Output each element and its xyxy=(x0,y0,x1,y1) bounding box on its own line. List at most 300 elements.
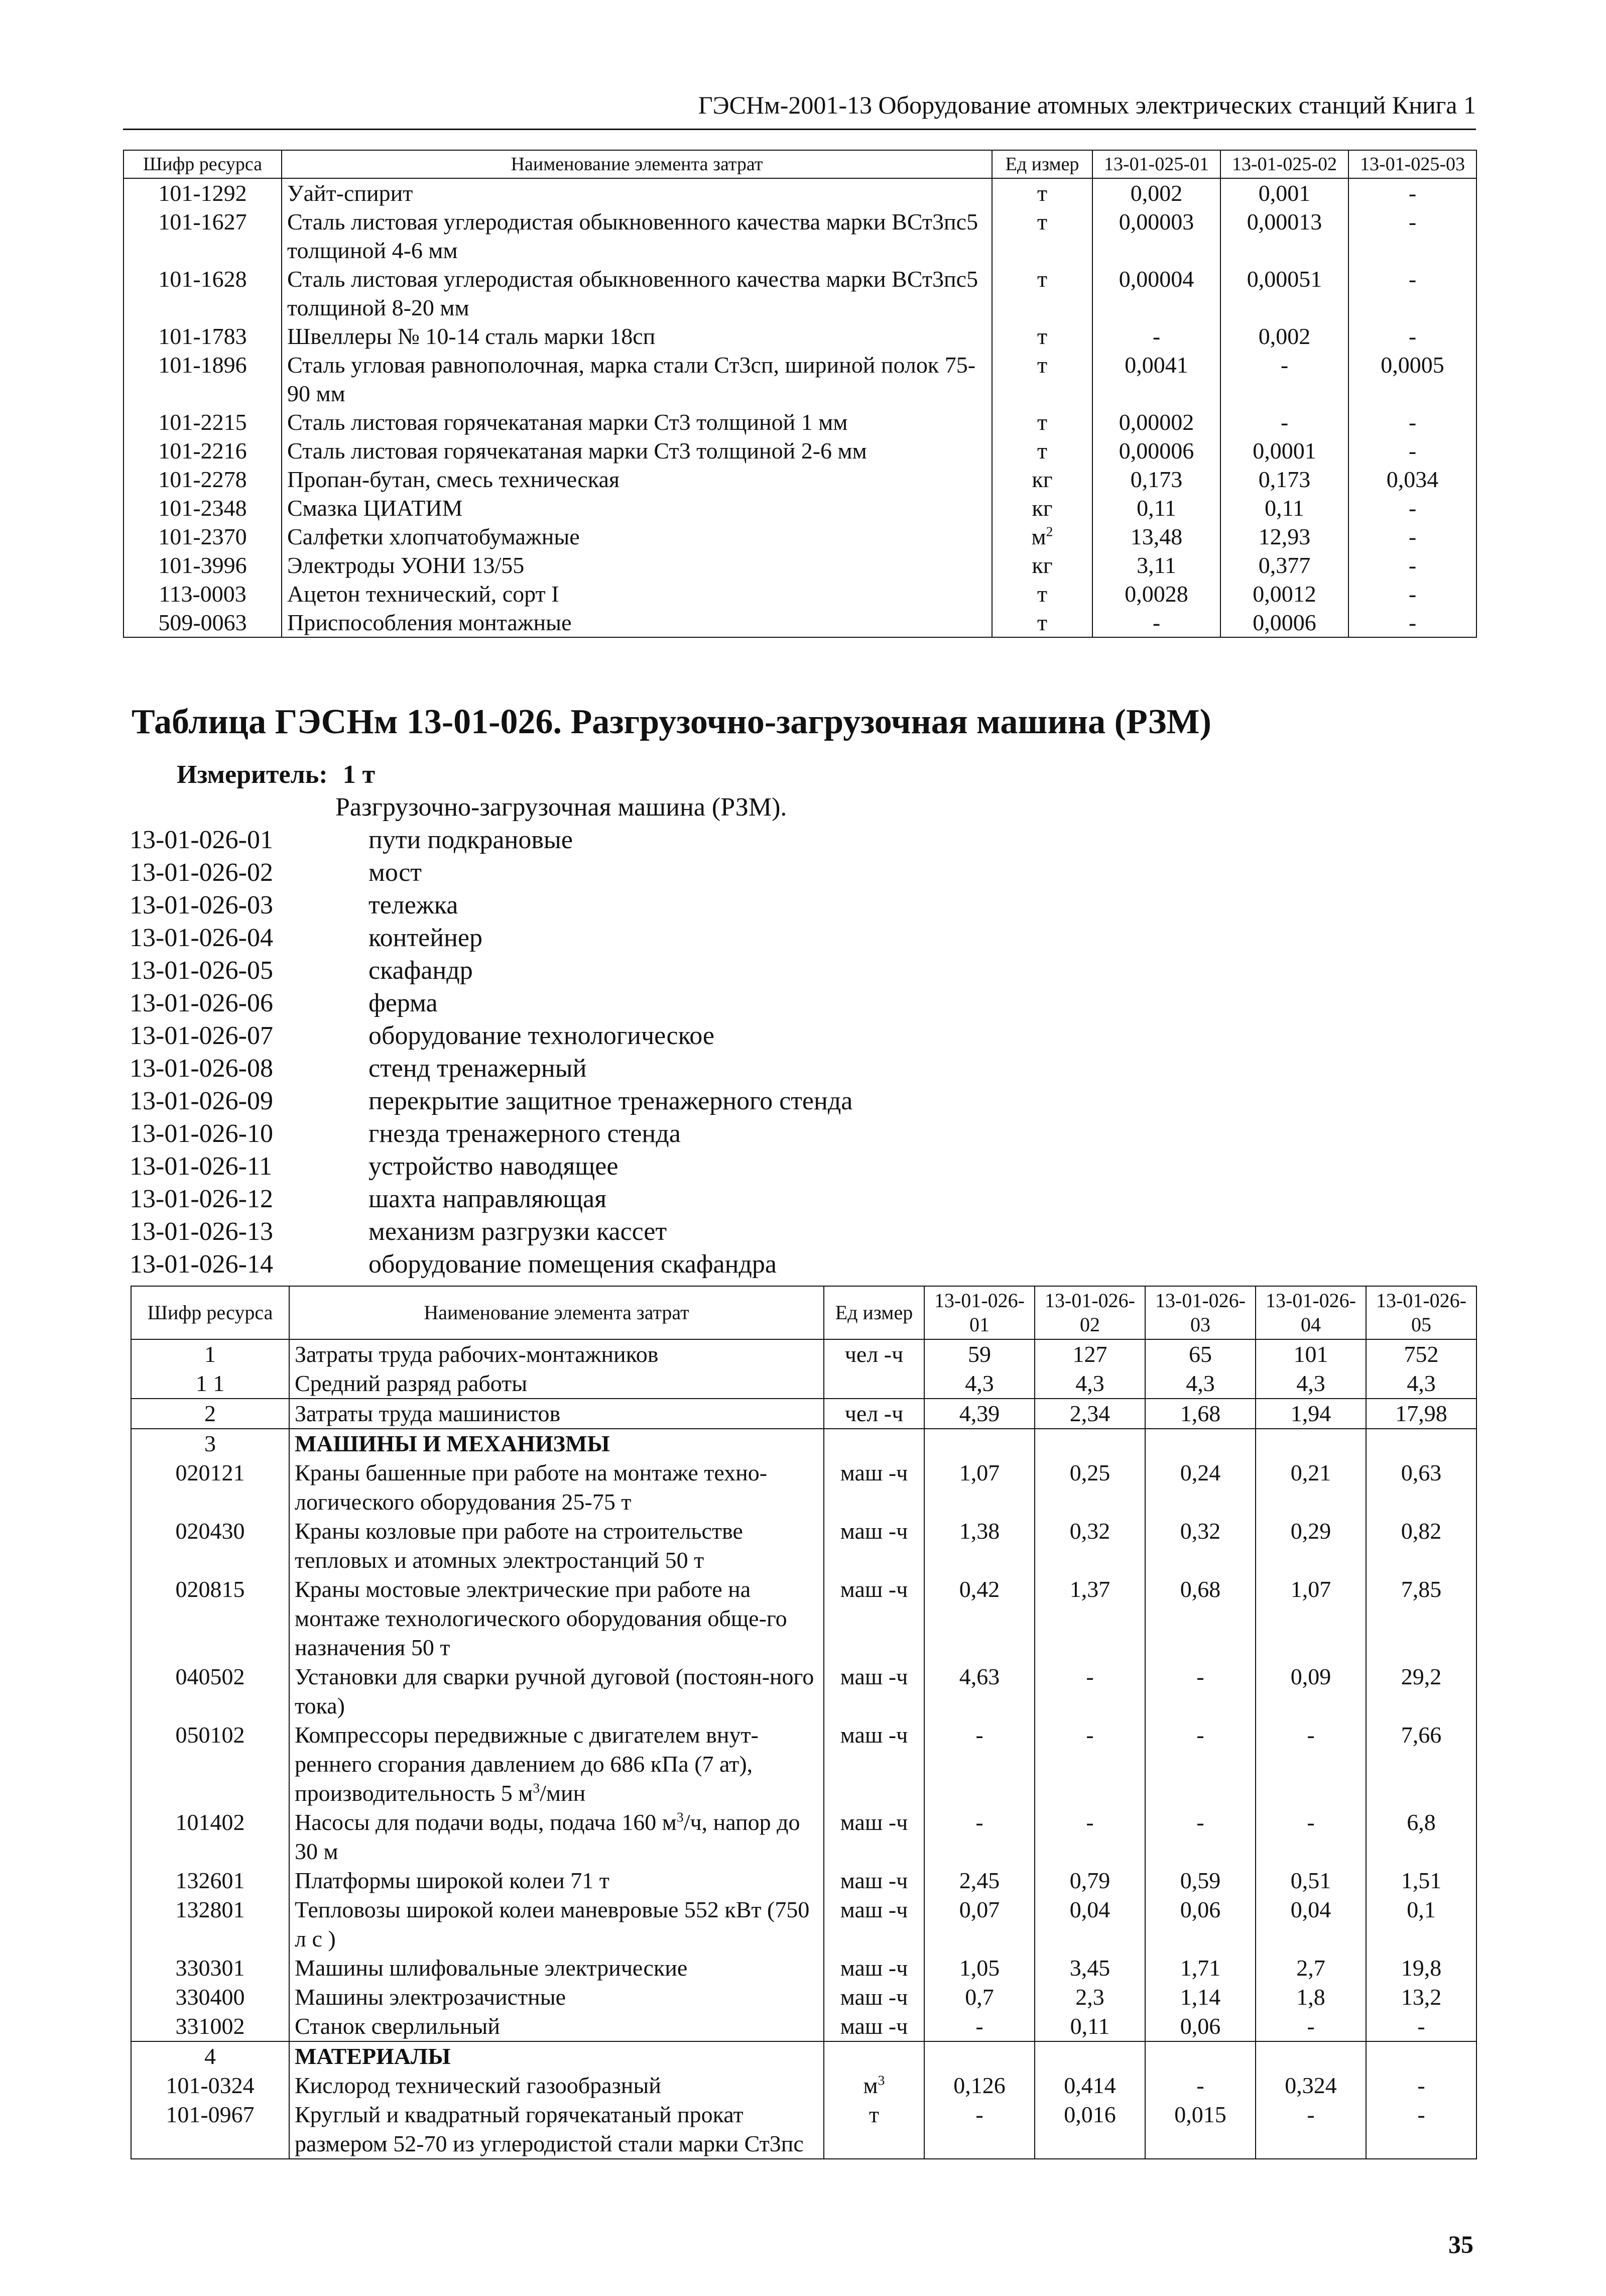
resource-name: Краны башенные при работе на монтаже техно-логического оборудования 25-75 т xyxy=(289,1458,824,1517)
norm-value: 0,00003 xyxy=(1092,207,1220,265)
resource-name: Пропан-бутан, смесь техническая xyxy=(282,465,992,494)
norm-value: 1,37 xyxy=(1035,1575,1145,1662)
unit-of-measure: маш -ч xyxy=(824,1866,924,1895)
norm-value: 1,94 xyxy=(1256,1399,1366,1429)
variant-name: тележка xyxy=(368,891,458,920)
resource-code: 509-0063 xyxy=(123,608,282,637)
norm-value: 0,32 xyxy=(1035,1517,1145,1575)
unit-of-measure: т xyxy=(992,436,1092,465)
resource-name: Машины электрозачистные xyxy=(289,1983,824,2012)
table-row xyxy=(131,1954,1476,1983)
unit-of-measure: т xyxy=(992,207,1092,265)
norm-value: 0,0012 xyxy=(1220,580,1348,608)
norm-value: - xyxy=(1348,436,1476,465)
resource-code: 020430 xyxy=(131,1517,289,1575)
resource-name: МАТЕРИАЛЫ xyxy=(289,2041,824,2071)
resource-code: 101-1292 xyxy=(123,178,282,207)
measure-unit xyxy=(177,760,375,789)
resource-name: Установки для сварки ручной дуговой (постоян-ного тока) xyxy=(289,1662,824,1720)
norm-value xyxy=(1256,1429,1366,1458)
variant-code: 13-01-026-07 xyxy=(130,1021,273,1050)
norm-value: 1,8 xyxy=(1256,1983,1366,2012)
variant-name: устройство наводящее xyxy=(368,1152,619,1181)
page-number: 35 xyxy=(1448,2230,1473,2258)
resource-code: 2 xyxy=(131,1399,289,1429)
variant-name: механизм разгрузки кассет xyxy=(368,1217,667,1246)
unit-of-measure xyxy=(824,1369,924,1399)
resource-name: Затраты труда машинистов xyxy=(289,1399,824,1429)
resource-code: 132801 xyxy=(131,1895,289,1954)
table-row xyxy=(131,1808,1476,1866)
norm-value: 0,377 xyxy=(1220,551,1348,580)
norm-value: 0,51 xyxy=(1256,1866,1366,1895)
column-header-code: Шифр ресурса xyxy=(123,150,282,178)
unit-of-measure xyxy=(824,1429,924,1458)
norm-value: 0,79 xyxy=(1035,1866,1145,1895)
norm-value: - xyxy=(1145,2071,1256,2100)
resource-name: Швеллеры № 10-14 сталь марки 18сп xyxy=(282,322,992,351)
table-row xyxy=(131,2041,1476,2071)
resource-name: Салфетки хлопчатобумажные xyxy=(282,522,992,551)
unit-of-measure: маш -ч xyxy=(824,1575,924,1662)
variant-code: 13-01-026-10 xyxy=(130,1119,273,1148)
norm-value: 4,3 xyxy=(1145,1369,1256,1399)
unit-of-measure: маш -ч xyxy=(824,1662,924,1720)
norm-value: 4,3 xyxy=(1035,1369,1145,1399)
norm-value xyxy=(1145,1429,1256,1458)
norm-value: - xyxy=(1348,494,1476,522)
unit-of-measure: маш -ч xyxy=(824,1808,924,1866)
work-heading: Разгрузочно-загрузочная машина (РЗМ). xyxy=(335,793,787,822)
norm-value: 7,85 xyxy=(1366,1575,1476,1662)
column-header-unit: Ед измер xyxy=(824,1286,924,1339)
variant-code: 13-01-026-09 xyxy=(130,1087,273,1115)
table-row xyxy=(123,265,1476,322)
resource-name: Средний разряд работы xyxy=(289,1369,824,1399)
unit-of-measure: маш -ч xyxy=(824,1720,924,1808)
resource-code: 101402 xyxy=(131,1808,289,1866)
norm-value: 1,07 xyxy=(924,1458,1035,1517)
variant-name: пути подкрановые xyxy=(368,826,573,854)
norm-value: 0,0001 xyxy=(1220,436,1348,465)
resource-name: Платформы широкой колеи 71 т xyxy=(289,1866,824,1895)
table-title: Таблица ГЭСНм 13-01-026. Разгрузочно-загрузочная машина (РЗМ) xyxy=(132,703,1211,741)
norm-value xyxy=(1256,2041,1366,2071)
norm-value xyxy=(1366,1429,1476,1458)
resource-code: 101-2370 xyxy=(123,522,282,551)
norm-value: 2,7 xyxy=(1256,1954,1366,1983)
resource-name: Сталь листовая углеродистая обыкновенного качества марки ВСт3пс5 толщиной 4-6 мм xyxy=(282,207,992,265)
resource-name: Сталь листовая углеродистая обыкновенного качества марки ВСт3пс5 толщиной 8-20 мм xyxy=(282,265,992,322)
norm-value: 0,59 xyxy=(1145,1866,1256,1895)
norm-value: 0,07 xyxy=(924,1895,1035,1954)
norm-value: 2,45 xyxy=(924,1866,1035,1895)
table-row xyxy=(131,1369,1476,1399)
norm-value: - xyxy=(1348,608,1476,637)
resource-name-text: Насосы для подачи воды, подача 160 м xyxy=(295,1809,677,1835)
table-row xyxy=(131,1399,1476,1429)
table-row xyxy=(131,2071,1476,2100)
unit-of-measure: т xyxy=(992,608,1092,637)
norm-value: 0,016 xyxy=(1035,2100,1145,2159)
variant-code: 13-01-026-05 xyxy=(130,956,273,985)
column-header-variant: 13-01-025-02 xyxy=(1220,150,1348,178)
norm-value: 3,11 xyxy=(1092,551,1220,580)
table-row xyxy=(123,551,1476,580)
resource-name: Тепловозы широкой колеи маневровые 552 кВт (750 л с ) xyxy=(289,1895,824,1954)
norm-value: 0,42 xyxy=(924,1575,1035,1662)
variant-code: 13-01-026-13 xyxy=(130,1217,273,1246)
resource-code: 113-0003 xyxy=(123,580,282,608)
norm-value: - xyxy=(1348,551,1476,580)
norm-value: 0,24 xyxy=(1145,1458,1256,1517)
norm-value: 1,38 xyxy=(924,1517,1035,1575)
norm-value: - xyxy=(1366,2071,1476,2100)
variant-code: 13-01-026-08 xyxy=(130,1054,273,1083)
norm-value: - xyxy=(1348,408,1476,436)
norm-value: 29,2 xyxy=(1366,1662,1476,1720)
unit-superscript: 3 xyxy=(878,2072,885,2088)
table-row xyxy=(123,351,1476,408)
unit-superscript: 2 xyxy=(1046,523,1053,539)
resource-code: 101-0324 xyxy=(131,2071,289,2100)
unit-of-measure: т xyxy=(992,322,1092,351)
norm-value: 1,07 xyxy=(1256,1575,1366,1662)
norm-value: - xyxy=(1145,1720,1256,1808)
norm-value: 0,015 xyxy=(1145,2100,1256,2159)
norm-value: - xyxy=(1220,408,1348,436)
norm-value: 2,3 xyxy=(1035,1983,1145,2012)
resource-code: 1 1 xyxy=(131,1369,289,1399)
variant-name: контейнер xyxy=(368,924,482,952)
norm-value: 0,00013 xyxy=(1220,207,1348,265)
column-header-variant: 13-01-026-05 xyxy=(1366,1286,1476,1339)
norm-value: 19,8 xyxy=(1366,1954,1476,1983)
norm-value xyxy=(1145,2041,1256,2071)
norm-value xyxy=(924,2041,1035,2071)
table-row xyxy=(123,322,1476,351)
norm-value: 0,324 xyxy=(1256,2071,1366,2100)
unit-of-measure: маш -ч xyxy=(824,1895,924,1954)
norm-value: 0,002 xyxy=(1092,178,1220,207)
norm-value: 4,39 xyxy=(924,1399,1035,1429)
measure-unit-label: Измеритель: xyxy=(177,760,328,789)
column-header-variant: 13-01-026-01 xyxy=(924,1286,1035,1339)
resource-name: Уайт-спирит xyxy=(282,178,992,207)
norm-value: 0,82 xyxy=(1366,1517,1476,1575)
table-row xyxy=(123,608,1476,637)
column-header-variant: 13-01-026-03 xyxy=(1145,1286,1256,1339)
table-row xyxy=(131,1866,1476,1895)
variant-code: 13-01-026-14 xyxy=(130,1250,273,1279)
table-header-row xyxy=(131,1286,1476,1339)
norm-value: 4,3 xyxy=(924,1369,1035,1399)
norm-value: 0,21 xyxy=(1256,1458,1366,1517)
table-body xyxy=(123,178,1476,637)
column-header-code: Шифр ресурса xyxy=(131,1286,289,1339)
resource-name xyxy=(289,1720,824,1808)
unit-of-measure: кг xyxy=(992,465,1092,494)
norm-value: 0,00002 xyxy=(1092,408,1220,436)
table-row xyxy=(123,580,1476,608)
table-row xyxy=(131,1983,1476,2012)
resource-name: Сталь угловая равнополочная, марка стали Ст3сп, шириной полок 75-90 мм xyxy=(282,351,992,408)
norm-value: - xyxy=(1035,1720,1145,1808)
resource-code: 132601 xyxy=(131,1866,289,1895)
column-header-variant: 13-01-025-01 xyxy=(1092,150,1220,178)
resource-name: Машины шлифовальные электрические xyxy=(289,1954,824,1983)
norm-value: - xyxy=(1220,351,1348,408)
norm-value: 1,71 xyxy=(1145,1954,1256,1983)
norm-value: 4,3 xyxy=(1256,1369,1366,1399)
resource-code: 101-1628 xyxy=(123,265,282,322)
resource-code: 330400 xyxy=(131,1983,289,2012)
norm-value: - xyxy=(1145,1662,1256,1720)
norm-value: 0,00006 xyxy=(1092,436,1220,465)
unit-of-measure: т xyxy=(992,351,1092,408)
norm-value: - xyxy=(1348,207,1476,265)
norm-value: 59 xyxy=(924,1339,1035,1369)
resource-name xyxy=(289,1808,824,1866)
norm-value: 0,04 xyxy=(1035,1895,1145,1954)
resource-name: МАШИНЫ И МЕХАНИЗМЫ xyxy=(289,1429,824,1458)
unit-of-measure: маш -ч xyxy=(824,1954,924,1983)
norm-value: - xyxy=(1035,1808,1145,1866)
table-row xyxy=(123,207,1476,265)
variant-name: скафандр xyxy=(368,956,473,985)
unit-of-measure: т xyxy=(824,2100,924,2159)
norm-value: 4,3 xyxy=(1366,1369,1476,1399)
norm-value: 1,51 xyxy=(1366,1866,1476,1895)
variant-name: оборудование помещения скафандра xyxy=(368,1250,777,1279)
resource-name: Кислород технический газообразный xyxy=(289,2071,824,2100)
resource-code: 101-3996 xyxy=(123,551,282,580)
unit-of-measure: чел -ч xyxy=(824,1339,924,1369)
resource-name: Приспособления монтажные xyxy=(282,608,992,637)
norm-value: 65 xyxy=(1145,1339,1256,1369)
norm-value: 0,001 xyxy=(1220,178,1348,207)
resource-table-025 xyxy=(123,150,1477,638)
norm-value: 101 xyxy=(1256,1339,1366,1369)
measure-unit-value: 1 т xyxy=(342,760,376,789)
norm-value: 0,00004 xyxy=(1092,265,1220,322)
table-row xyxy=(123,494,1476,522)
variant-name: ферма xyxy=(368,989,438,1017)
norm-value: 0,414 xyxy=(1035,2071,1145,2100)
column-header-name: Наименование элемента затрат xyxy=(289,1286,824,1339)
unit-of-measure: маш -ч xyxy=(824,1458,924,1517)
norm-value: 0,0028 xyxy=(1092,580,1220,608)
resource-name: Краны мостовые электрические при работе на монтаже технологического оборудования обще-го назначения 50 т xyxy=(289,1575,824,1662)
norm-value: - xyxy=(1366,2100,1476,2159)
unit-of-measure xyxy=(824,2041,924,2071)
resource-name-text-tail: /ч, напор до 30 м xyxy=(295,1809,800,1864)
resource-code: 101-2215 xyxy=(123,408,282,436)
norm-value: 0,173 xyxy=(1092,465,1220,494)
variant-name: перекрытие защитное тренажерного стенда xyxy=(368,1087,853,1115)
resource-code: 020121 xyxy=(131,1458,289,1517)
resource-name: Круглый и квадратный горячекатаный прокат размером 52-70 из углеродистой стали марки Ст3пс xyxy=(289,2100,824,2159)
norm-value: - xyxy=(1092,322,1220,351)
column-header-variant: 13-01-026-04 xyxy=(1256,1286,1366,1339)
unit-text: м xyxy=(863,2073,878,2098)
variant-code: 13-01-026-03 xyxy=(130,891,273,920)
unit-of-measure xyxy=(992,522,1092,551)
table-row xyxy=(131,1662,1476,1720)
norm-value: 0,06 xyxy=(1145,2012,1256,2041)
norm-value: 0,32 xyxy=(1145,1517,1256,1575)
resource-name: Ацетон технический, сорт I xyxy=(282,580,992,608)
norm-value: 0,11 xyxy=(1092,494,1220,522)
resource-name-superscript: 3 xyxy=(676,1809,684,1825)
column-header-variant: 13-01-025-03 xyxy=(1348,150,1476,178)
table-row xyxy=(131,2100,1476,2159)
norm-value xyxy=(1366,2041,1476,2071)
norm-value xyxy=(1035,2041,1145,2071)
resource-name: Сталь листовая горячекатаная марки Ст3 толщиной 1 мм xyxy=(282,408,992,436)
table-row xyxy=(131,1458,1476,1517)
norm-value: 0,7 xyxy=(924,1983,1035,2012)
norm-value: - xyxy=(1348,265,1476,322)
resource-code: 040502 xyxy=(131,1662,289,1720)
resource-code: 101-2278 xyxy=(123,465,282,494)
unit-of-measure: чел -ч xyxy=(824,1399,924,1429)
table-row xyxy=(131,1575,1476,1662)
column-header-variant: 13-01-026-02 xyxy=(1035,1286,1145,1339)
norm-value: 4,63 xyxy=(924,1662,1035,1720)
norm-value: 0,63 xyxy=(1366,1458,1476,1517)
norm-value xyxy=(1035,1429,1145,1458)
unit-of-measure: кг xyxy=(992,551,1092,580)
norm-value: - xyxy=(1145,1808,1256,1866)
resource-code: 101-2216 xyxy=(123,436,282,465)
norm-value: 0,06 xyxy=(1145,1895,1256,1954)
norm-value: - xyxy=(1092,608,1220,637)
norm-value: 0,0005 xyxy=(1348,351,1476,408)
column-header-unit: Ед измер xyxy=(992,150,1092,178)
norm-value: - xyxy=(924,2012,1035,2041)
resource-code: 101-1896 xyxy=(123,351,282,408)
table-row xyxy=(131,1429,1476,1458)
resource-name: Затраты труда рабочих-монтажников xyxy=(289,1339,824,1369)
resource-code: 3 xyxy=(131,1429,289,1458)
norm-value: 13,2 xyxy=(1366,1983,1476,2012)
resource-name: Смазка ЦИАТИМ xyxy=(282,494,992,522)
variant-code: 13-01-026-06 xyxy=(130,989,273,1017)
resource-name: Станок сверлильный xyxy=(289,2012,824,2041)
table-row xyxy=(123,436,1476,465)
variant-code: 13-01-026-04 xyxy=(130,924,273,952)
resource-code: 101-0967 xyxy=(131,2100,289,2159)
norm-value: 0,09 xyxy=(1256,1662,1366,1720)
norm-value: 0,11 xyxy=(1035,2012,1145,2041)
unit-text: м xyxy=(1031,524,1046,549)
norm-value: 12,93 xyxy=(1220,522,1348,551)
resource-name: Краны козловые при работе на строительстве тепловых и атомных электростанций 50 т xyxy=(289,1517,824,1575)
norm-value: - xyxy=(1256,2012,1366,2041)
unit-of-measure: кг xyxy=(992,494,1092,522)
norm-value: 0,126 xyxy=(924,2071,1035,2100)
variant-code: 13-01-026-01 xyxy=(130,826,273,854)
norm-value: - xyxy=(1366,2012,1476,2041)
table-row xyxy=(131,1517,1476,1575)
norm-value: 0,0006 xyxy=(1220,608,1348,637)
unit-of-measure: т xyxy=(992,408,1092,436)
norm-value: 0,002 xyxy=(1220,322,1348,351)
resource-table-026 xyxy=(131,1286,1477,2159)
norm-value: 0,25 xyxy=(1035,1458,1145,1517)
variant-name: стенд тренажерный xyxy=(368,1054,587,1083)
resource-code: 101-1627 xyxy=(123,207,282,265)
variant-code: 13-01-026-02 xyxy=(130,858,273,887)
unit-of-measure: маш -ч xyxy=(824,1983,924,2012)
table-header-row xyxy=(123,150,1476,178)
table-row xyxy=(131,1895,1476,1954)
norm-value: - xyxy=(924,1808,1035,1866)
norm-value: 1,14 xyxy=(1145,1983,1256,2012)
norm-value xyxy=(924,1429,1035,1458)
norm-value: 1,05 xyxy=(924,1954,1035,1983)
norm-value: - xyxy=(1256,2100,1366,2159)
norm-value: 0,034 xyxy=(1348,465,1476,494)
running-header: ГЭСНм-2001-13 Оборудование атомных электрических станций Книга 1 xyxy=(698,91,1476,119)
resource-code: 331002 xyxy=(131,2012,289,2041)
table-row xyxy=(131,2012,1476,2041)
norm-value: 0,00051 xyxy=(1220,265,1348,322)
resource-code: 050102 xyxy=(131,1720,289,1808)
resource-name: Сталь листовая горячекатаная марки Ст3 толщиной 2-6 мм xyxy=(282,436,992,465)
table-row xyxy=(131,1339,1476,1369)
unit-of-measure: т xyxy=(992,265,1092,322)
variant-name: оборудование технологическое xyxy=(368,1021,714,1050)
resource-name: Электроды УОНИ 13/55 xyxy=(282,551,992,580)
norm-value: 0,173 xyxy=(1220,465,1348,494)
norm-value: 0,0041 xyxy=(1092,351,1220,408)
variant-code: 13-01-026-12 xyxy=(130,1185,273,1213)
norm-value: 6,8 xyxy=(1366,1808,1476,1866)
unit-of-measure: маш -ч xyxy=(824,2012,924,2041)
norm-value: 127 xyxy=(1035,1339,1145,1369)
resource-code: 330301 xyxy=(131,1954,289,1983)
unit-of-measure: т xyxy=(992,580,1092,608)
variant-code: 13-01-026-11 xyxy=(130,1152,273,1181)
table-body xyxy=(131,1339,1476,2159)
unit-of-measure: т xyxy=(992,178,1092,207)
column-header-name: Наименование элемента затрат xyxy=(282,150,992,178)
norm-value: - xyxy=(924,1720,1035,1808)
resource-name-superscript: 3 xyxy=(533,1780,540,1796)
resource-name-text: Компрессоры передвижные с двигателем внут-реннего сгорания давлением до 686 кПа (7 ат), производительность 5 м xyxy=(295,1722,759,1806)
variant-name: гнезда тренажерного стенда xyxy=(368,1119,681,1148)
resource-code: 4 xyxy=(131,2041,289,2071)
unit-of-measure: маш -ч xyxy=(824,1517,924,1575)
norm-value: 7,66 xyxy=(1366,1720,1476,1808)
norm-value: 2,34 xyxy=(1035,1399,1145,1429)
table-row xyxy=(123,522,1476,551)
norm-value: - xyxy=(1348,322,1476,351)
norm-value: 3,45 xyxy=(1035,1954,1145,1983)
norm-value: 1,68 xyxy=(1145,1399,1256,1429)
norm-value: - xyxy=(1348,580,1476,608)
resource-code: 101-2348 xyxy=(123,494,282,522)
table-row xyxy=(123,178,1476,207)
norm-value: 0,68 xyxy=(1145,1575,1256,1662)
norm-value: - xyxy=(1256,1808,1366,1866)
norm-value: 0,11 xyxy=(1220,494,1348,522)
resource-code: 101-1783 xyxy=(123,322,282,351)
norm-value: 0,1 xyxy=(1366,1895,1476,1954)
norm-value: 0,04 xyxy=(1256,1895,1366,1954)
